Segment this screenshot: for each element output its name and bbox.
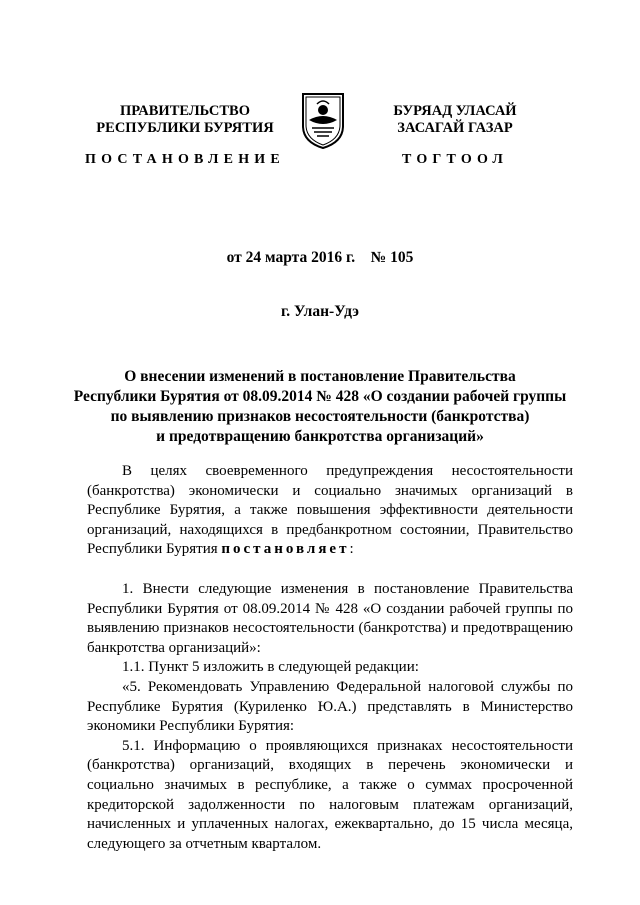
title-line: Республики Бурятия от 08.09.2014 № 428 «О создании рабочей группы	[73, 388, 567, 405]
header-left-doc-type: ПОСТАНОВЛЕНИЕ	[85, 152, 285, 167]
header-right-line2: ЗАСАГАЙ ГАЗАР	[397, 120, 513, 136]
paragraph-5-1: 5.1. Информацию о проявляющихся признаках несостоятельности (банкротства) организаций, входящих в перечень экономически и социально значимых в республике, а также о суммах просроченной кредиторской задолженности по налоговым платежам организаций, начисленных и уплаченных налогах, ежеквартально, до 15 числа месяца, следующего за отчетным кварталом.	[87, 737, 573, 852]
title-line: и предотвращению банкротства организаций»	[156, 428, 484, 445]
header-right-doc-type: ТОГТООЛ	[401, 152, 509, 167]
resolves-word: постановляет	[221, 541, 350, 558]
title-line: О внесении изменений в постановление Правительства	[124, 368, 516, 385]
paragraph-1: 1. Внести следующие изменения в постановление Правительства Республики Бурятия от 08.09.2014 № 428 «О создании рабочей группы по выявлению признаков несостоятельности (банкротства) и предотвращению банкротства организаций»:	[87, 580, 573, 656]
paragraph-1-1: 1.1. Пункт 5 изложить в следующей редакции:	[122, 659, 419, 676]
preamble-text: В целях своевременного предупреждения несостоятельности (банкротства) экономически и социально значимых организаций в Республике Бурятия, а также повышения эффективности деятельности организаций, находящихся в предбанкротном состоянии, Правительство Республики Бурятия	[87, 463, 573, 558]
header-left	[90, 103, 280, 137]
place: г. Улан-Удэ	[280, 303, 359, 320]
title-line: по выявлению признаков несостоятельности (банкротства)	[110, 408, 530, 425]
header-right-line1: БУРЯАД УЛАСАЙ	[393, 103, 517, 119]
header-left-line2: РЕСПУБЛИКИ БУРЯТИЯ	[96, 120, 274, 136]
document-body	[87, 462, 573, 854]
paragraph-5: «5. Рекомендовать Управлению Федеральной налоговой службы по Республике Бурятия (Куриленко Ю.А.) представлять в Министерство экономики Республики Бурятия:	[87, 678, 573, 735]
header-left-line1: ПРАВИТЕЛЬСТВО	[120, 103, 250, 119]
document-title	[60, 367, 580, 447]
date-number-line: от 24 марта 2016 г. № 105	[226, 249, 414, 266]
preamble-end: :	[349, 541, 354, 558]
preamble-paragraph	[87, 462, 573, 560]
coat-of-arms-emblem-icon	[299, 90, 347, 150]
header-right	[360, 103, 550, 137]
